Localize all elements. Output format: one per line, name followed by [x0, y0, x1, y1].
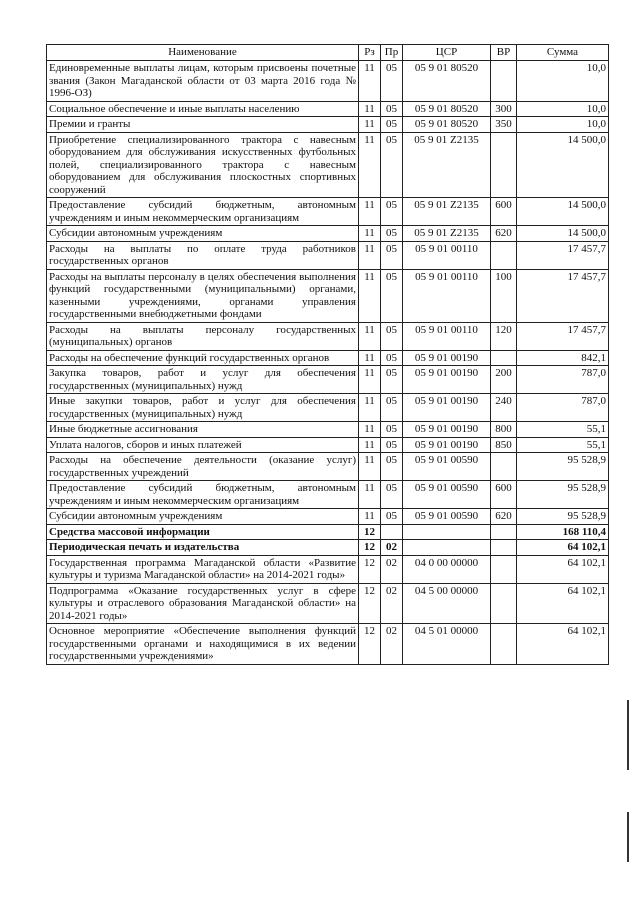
- row-name: Уплата налогов, сборов и иных платежей: [47, 437, 359, 453]
- row-sum: 64 102,1: [517, 555, 609, 583]
- row-sum: 64 102,1: [517, 624, 609, 665]
- row-csr: 05 9 01 00590: [403, 481, 491, 509]
- row-pr: 02: [381, 555, 403, 583]
- row-name: Расходы на выплаты персоналу в целях обеспечения выполнения функций государственными (муниципальными) органами, казенными учреждениями, органами управления государственными внебюджетными фондами: [47, 269, 359, 322]
- row-name: Расходы на обеспечение деятельности (оказание услуг) государственных учреждений: [47, 453, 359, 481]
- row-csr: [403, 540, 491, 556]
- row-vr: 350: [491, 117, 517, 133]
- row-pr: 05: [381, 422, 403, 438]
- header-pr: Пр: [381, 45, 403, 61]
- table-row: [47, 198, 609, 226]
- row-rz: 11: [359, 350, 381, 366]
- table-row: [47, 481, 609, 509]
- row-pr: 05: [381, 366, 403, 394]
- table-row: [47, 555, 609, 583]
- row-csr: 05 9 01 00590: [403, 509, 491, 525]
- row-rz: 11: [359, 61, 381, 102]
- row-vr: 600: [491, 198, 517, 226]
- table-row: [47, 241, 609, 269]
- row-sum: 55,1: [517, 437, 609, 453]
- row-pr: 05: [381, 322, 403, 350]
- row-vr: [491, 540, 517, 556]
- row-rz: 11: [359, 198, 381, 226]
- row-pr: 05: [381, 437, 403, 453]
- header-csr: ЦСР: [403, 45, 491, 61]
- row-pr: 02: [381, 624, 403, 665]
- row-csr: 05 9 01 80520: [403, 117, 491, 133]
- row-pr: 05: [381, 198, 403, 226]
- row-csr: 05 9 01 00110: [403, 269, 491, 322]
- row-vr: [491, 453, 517, 481]
- row-pr: 05: [381, 226, 403, 242]
- table-row: [47, 366, 609, 394]
- row-vr: 800: [491, 422, 517, 438]
- table-row: [47, 453, 609, 481]
- row-rz: 12: [359, 583, 381, 624]
- row-sum: 95 528,9: [517, 509, 609, 525]
- row-vr: [491, 624, 517, 665]
- row-sum: 10,0: [517, 117, 609, 133]
- row-sum: 787,0: [517, 394, 609, 422]
- row-vr: 200: [491, 366, 517, 394]
- table-row: [47, 269, 609, 322]
- row-rz: 11: [359, 481, 381, 509]
- row-pr: 05: [381, 481, 403, 509]
- table-row: [47, 226, 609, 242]
- row-sum: 14 500,0: [517, 226, 609, 242]
- row-sum: 787,0: [517, 366, 609, 394]
- row-rz: 11: [359, 453, 381, 481]
- row-rz: 11: [359, 117, 381, 133]
- row-vr: 620: [491, 226, 517, 242]
- row-pr: 05: [381, 269, 403, 322]
- table-row: [47, 583, 609, 624]
- row-pr: 02: [381, 540, 403, 556]
- row-vr: [491, 350, 517, 366]
- table-row: [47, 437, 609, 453]
- row-sum: 14 500,0: [517, 132, 609, 198]
- row-name: Субсидии автономным учреждениям: [47, 226, 359, 242]
- row-name: Подпрограмма «Оказание государственных услуг в сфере культуры и отраслевого образования Магаданской области» на 2014-2021 годы»: [47, 583, 359, 624]
- row-csr: 05 9 01 Z2135: [403, 132, 491, 198]
- table-row: [47, 540, 609, 556]
- table-row: [47, 422, 609, 438]
- row-vr: [491, 524, 517, 540]
- row-sum: 168 110,4: [517, 524, 609, 540]
- row-sum: 17 457,7: [517, 322, 609, 350]
- row-csr: 05 9 01 00110: [403, 241, 491, 269]
- row-vr: 240: [491, 394, 517, 422]
- row-pr: 05: [381, 101, 403, 117]
- row-name: Предоставление субсидий бюджетным, автономным учреждениям и иным некоммерческим организациям: [47, 198, 359, 226]
- row-rz: 11: [359, 322, 381, 350]
- row-name: Средства массовой информации: [47, 524, 359, 540]
- row-rz: 11: [359, 269, 381, 322]
- table-row: [47, 394, 609, 422]
- header-name: Наименование: [47, 45, 359, 61]
- row-sum: 10,0: [517, 61, 609, 102]
- row-vr: 850: [491, 437, 517, 453]
- row-vr: 300: [491, 101, 517, 117]
- row-pr: 05: [381, 453, 403, 481]
- row-name: Иные бюджетные ассигнования: [47, 422, 359, 438]
- table-row: [47, 101, 609, 117]
- row-csr: 05 9 01 00190: [403, 366, 491, 394]
- row-name: Приобретение специализированного трактора с навесным оборудованием для обслуживания искусственных футбольных полей, специализированного трактора с навесным оборудованием для обслуживания плоскостных спортивных сооружений: [47, 132, 359, 198]
- row-vr: 620: [491, 509, 517, 525]
- scan-edge-mark-lower: [627, 812, 629, 862]
- row-sum: 64 102,1: [517, 583, 609, 624]
- row-sum: 95 528,9: [517, 453, 609, 481]
- row-name: Предоставление субсидий бюджетным, автономным учреждениям и иным некоммерческим организациям: [47, 481, 359, 509]
- row-name: Государственная программа Магаданской области «Развитие культуры и туризма Магаданской области» на 2014-2021 годы»: [47, 555, 359, 583]
- table-row: [47, 524, 609, 540]
- row-vr: 100: [491, 269, 517, 322]
- row-pr: [381, 524, 403, 540]
- row-pr: 05: [381, 241, 403, 269]
- row-pr: 05: [381, 394, 403, 422]
- table-row: [47, 132, 609, 198]
- row-pr: 05: [381, 132, 403, 198]
- table-header-row: [47, 45, 609, 61]
- row-vr: 120: [491, 322, 517, 350]
- row-rz: 11: [359, 509, 381, 525]
- row-rz: 11: [359, 366, 381, 394]
- row-csr: 05 9 01 00190: [403, 422, 491, 438]
- budget-page: [46, 44, 609, 665]
- row-name: Иные закупки товаров, работ и услуг для обеспечения государственных (муниципальных) нужд: [47, 394, 359, 422]
- row-rz: 12: [359, 524, 381, 540]
- row-csr: 05 9 01 00590: [403, 453, 491, 481]
- row-rz: 11: [359, 241, 381, 269]
- row-rz: 11: [359, 437, 381, 453]
- row-rz: 12: [359, 540, 381, 556]
- row-pr: 02: [381, 583, 403, 624]
- row-name: Социальное обеспечение и иные выплаты населению: [47, 101, 359, 117]
- row-rz: 11: [359, 394, 381, 422]
- row-rz: 12: [359, 624, 381, 665]
- row-vr: [491, 241, 517, 269]
- row-vr: 600: [491, 481, 517, 509]
- row-csr: 05 9 01 80520: [403, 101, 491, 117]
- row-rz: 11: [359, 101, 381, 117]
- row-name: Закупка товаров, работ и услуг для обеспечения государственных (муниципальных) нужд: [47, 366, 359, 394]
- row-csr: 05 9 01 00110: [403, 322, 491, 350]
- row-vr: [491, 583, 517, 624]
- table-row: [47, 350, 609, 366]
- row-rz: 11: [359, 422, 381, 438]
- row-name: Расходы на обеспечение функций государственных органов: [47, 350, 359, 366]
- header-sum: Сумма: [517, 45, 609, 61]
- row-name: Премии и гранты: [47, 117, 359, 133]
- row-vr: [491, 132, 517, 198]
- table-row: [47, 117, 609, 133]
- row-pr: 05: [381, 61, 403, 102]
- row-name: Расходы на выплаты персоналу государственных (муниципальных) органов: [47, 322, 359, 350]
- row-sum: 95 528,9: [517, 481, 609, 509]
- row-sum: 14 500,0: [517, 198, 609, 226]
- row-csr: [403, 524, 491, 540]
- row-csr: 05 9 01 Z2135: [403, 198, 491, 226]
- row-csr: 05 9 01 00190: [403, 350, 491, 366]
- row-csr: 05 9 01 00190: [403, 394, 491, 422]
- row-sum: 17 457,7: [517, 241, 609, 269]
- table-row: [47, 61, 609, 102]
- header-rz: Рз: [359, 45, 381, 61]
- row-name: Расходы на выплаты по оплате труда работников государственных органов: [47, 241, 359, 269]
- row-sum: 10,0: [517, 101, 609, 117]
- row-csr: 05 9 01 00190: [403, 437, 491, 453]
- budget-table: [46, 44, 609, 665]
- table-row: [47, 509, 609, 525]
- row-rz: 11: [359, 226, 381, 242]
- row-rz: 11: [359, 132, 381, 198]
- row-pr: 05: [381, 117, 403, 133]
- row-name: Периодическая печать и издательства: [47, 540, 359, 556]
- row-rz: 12: [359, 555, 381, 583]
- row-csr: 05 9 01 80520: [403, 61, 491, 102]
- row-name: Единовременные выплаты лицам, которым присвоены почетные звания (Закон Магаданской области от 03 марта 2016 года № 1996-ОЗ): [47, 61, 359, 102]
- row-csr: 04 5 00 00000: [403, 583, 491, 624]
- row-vr: [491, 61, 517, 102]
- row-sum: 55,1: [517, 422, 609, 438]
- row-sum: 842,1: [517, 350, 609, 366]
- row-pr: 05: [381, 509, 403, 525]
- row-sum: 64 102,1: [517, 540, 609, 556]
- table-row: [47, 322, 609, 350]
- row-name: Субсидии автономным учреждениям: [47, 509, 359, 525]
- table-row: [47, 624, 609, 665]
- row-vr: [491, 555, 517, 583]
- scan-edge-mark: [627, 700, 629, 770]
- row-sum: 17 457,7: [517, 269, 609, 322]
- row-csr: 04 5 01 00000: [403, 624, 491, 665]
- row-name: Основное мероприятие «Обеспечение выполнения функций государственными органами и находящимися в их ведении государственными учреждениями»: [47, 624, 359, 665]
- header-vr: ВР: [491, 45, 517, 61]
- row-csr: 05 9 01 Z2135: [403, 226, 491, 242]
- row-pr: 05: [381, 350, 403, 366]
- row-csr: 04 0 00 00000: [403, 555, 491, 583]
